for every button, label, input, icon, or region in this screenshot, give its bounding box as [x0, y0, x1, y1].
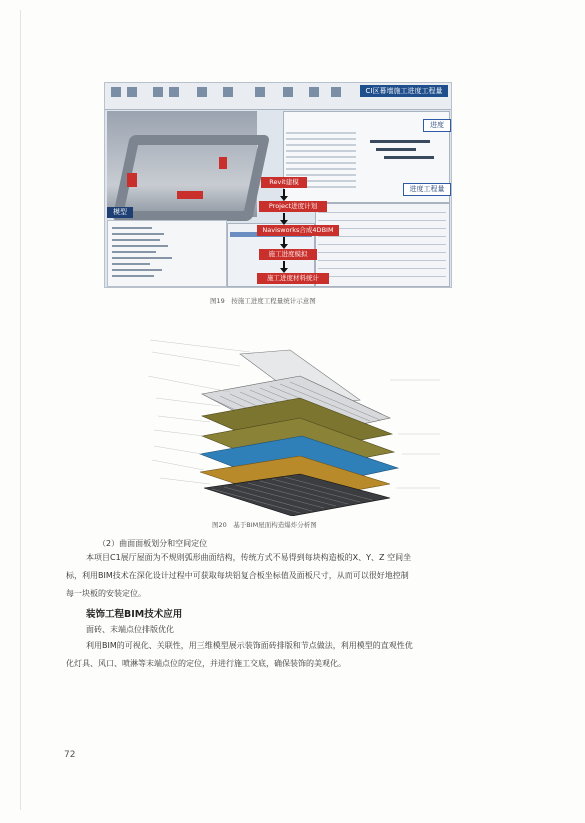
page-number: 72 [64, 750, 76, 760]
highlight-block [127, 173, 137, 187]
down-arrow-icon [283, 213, 285, 221]
workflow-step-5: 施工进度材料统计 [257, 273, 329, 284]
page-edge-line [20, 10, 21, 810]
workflow-step-1: Revit建模 [261, 177, 307, 188]
figure-19-banner: CI区幕墙施工进度工程量 [360, 85, 448, 97]
paragraph-line: 化灯具、风口、喷淋等末端点位的定位，并进行施工交底，确保装饰的美观化。 [66, 659, 346, 668]
gantt-bar [384, 156, 434, 159]
down-arrow-icon [283, 237, 285, 245]
section-heading-curved-panels: （2）曲面面板划分和空间定位 [98, 539, 208, 548]
progress-label: 进度 [423, 119, 451, 132]
figure-20-exploded-roof [140, 336, 460, 516]
workflow-step-4: 施工进度模拟 [259, 249, 317, 260]
bim-3d-viewport [107, 111, 257, 217]
figure-19-screenshot [104, 82, 452, 288]
gantt-bar [370, 140, 430, 143]
figure-20-caption: 图20 基于BIM屋面构造爆炸分析图 [212, 521, 317, 529]
workflow-step-2: Project进度计划 [259, 201, 327, 212]
model-label: 模型 [107, 207, 133, 218]
workflow-step-3: Navisworks合成4DBIM [257, 225, 339, 236]
down-arrow-icon [283, 261, 285, 269]
progress-quantity-label: 进度工程量 [403, 183, 451, 196]
paragraph-line: 利用BIM的可视化、关联性，用三维模型展示装饰面砖排版和节点做法，利用模型的直观性优 [86, 641, 413, 650]
highlight-block [219, 157, 227, 169]
paragraph-line: 标，利用BIM技术在深化设计过程中可获取每块铝复合板坐标值及面板尺寸，从而可以很好地控制 [66, 571, 409, 580]
subheading-tile-layout: 面砖、末端点位排版优化 [86, 625, 174, 634]
quantity-grid-panel [315, 203, 450, 287]
down-arrow-icon [283, 189, 285, 197]
section-heading-decoration: 装饰工程BIM技术应用 [86, 609, 183, 620]
paragraph-line: 每一块板的安装定位。 [66, 589, 146, 598]
highlight-block [177, 191, 203, 199]
figure-19-caption: 图19 按施工进度工程量统计示意图 [210, 297, 316, 305]
paragraph-line: 本项目C1展厅屋面为不规则弧形曲面结构，传统方式不易得到每块构造板的X、Y、Z 空间坐 [86, 553, 412, 562]
gantt-bar [376, 148, 416, 151]
model-tree-panel [107, 220, 227, 287]
